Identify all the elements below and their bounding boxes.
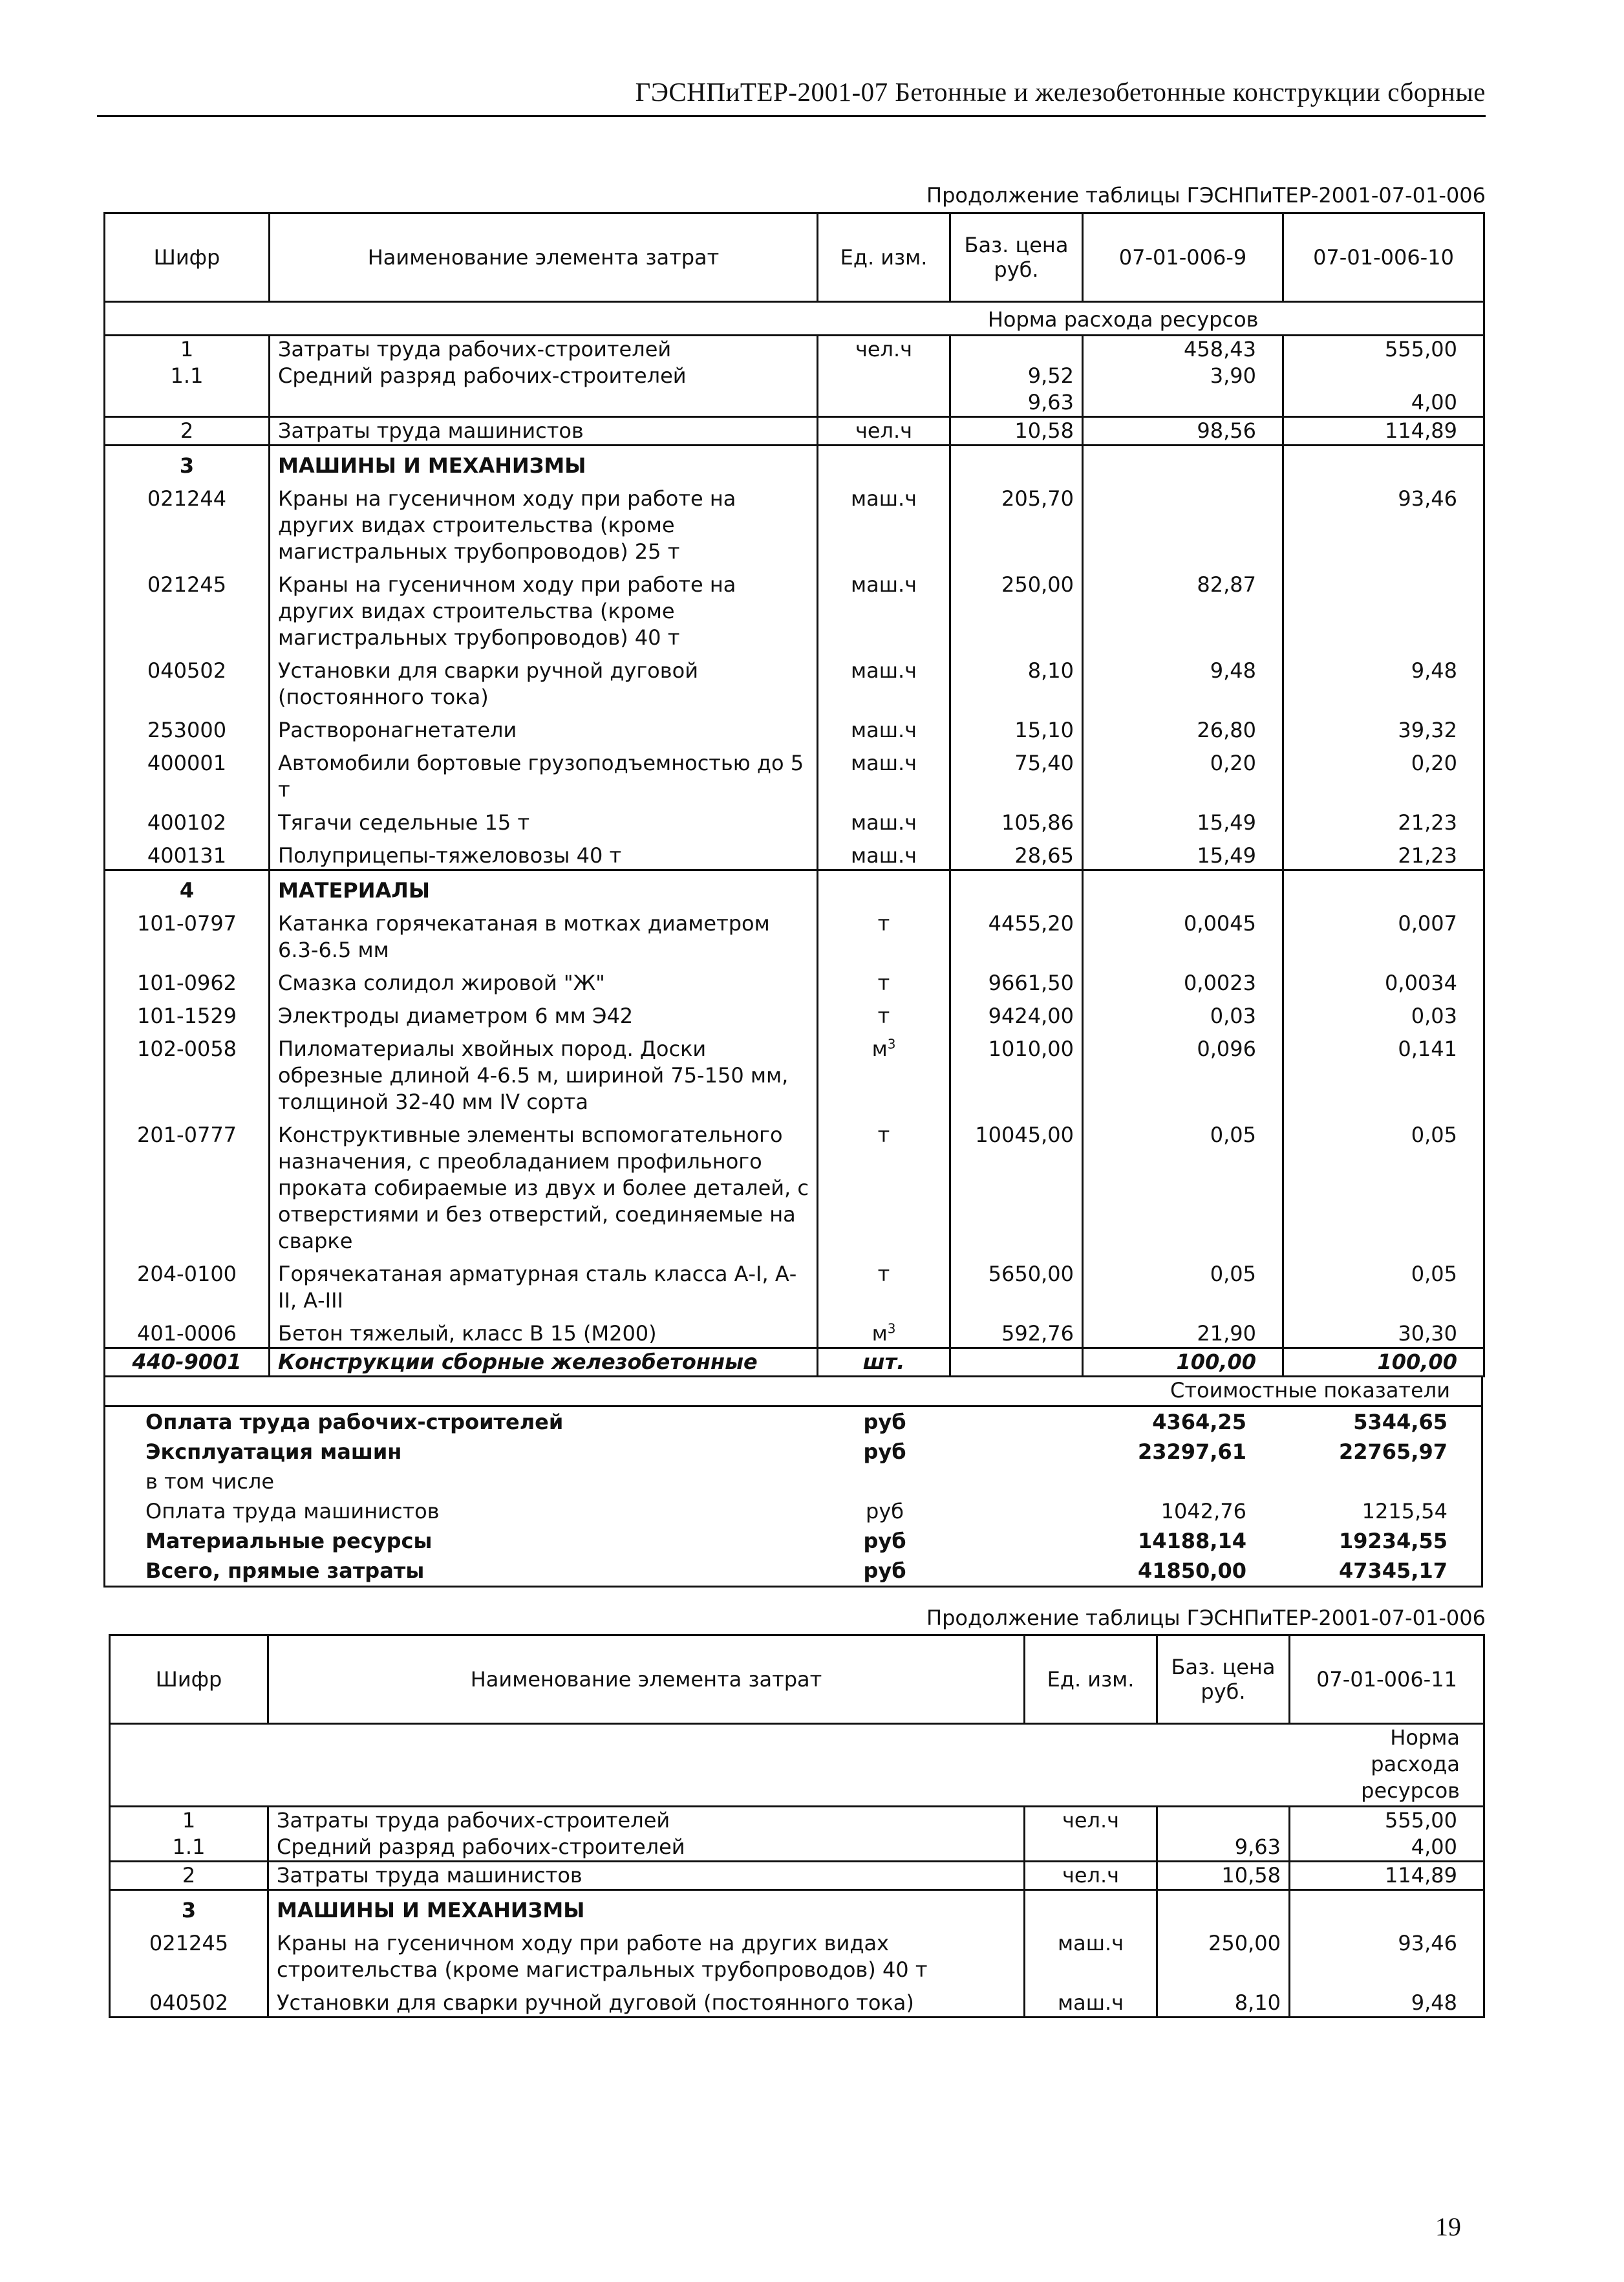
row-unit [818, 651, 950, 711]
row-price: 10,58 [950, 417, 1083, 446]
norm-label-row [105, 302, 1484, 336]
row-name: Конструктивные элементы вспомогательного назначения, с преобладанием профильного проката собираемые из двух и более деталей, с отверстиями и без отверстий, соединяемые на сварке [270, 1115, 818, 1254]
row-value-1: 15,49 [1083, 803, 1283, 836]
row-value-1: 93,46 [1290, 1924, 1484, 1983]
row-name: Средний разряд рабочих-строителей [268, 1834, 1025, 1862]
header-col-2: 07-01-006-10 [1283, 213, 1484, 302]
row-code: 400001 [105, 744, 270, 803]
row-code: 2 [105, 417, 270, 446]
row-name: Бетон тяжелый, класс В 15 (М200) [270, 1314, 818, 1348]
row-unit-text: м [871, 1321, 888, 1346]
row-value-2: 93,46 [1283, 479, 1484, 565]
table-row [105, 1115, 1484, 1254]
norm-label: Норма расхода ресурсов [1290, 1724, 1484, 1807]
row-name: Установки для сварки ручной дуговой (постоянного тока) [270, 651, 818, 711]
cost-row [105, 1437, 1481, 1467]
row-price: 10045,00 [950, 1115, 1083, 1254]
row-price [950, 1348, 1083, 1377]
table-row [105, 479, 1484, 565]
row-unit [818, 446, 950, 480]
row-unit: маш.ч [1025, 1983, 1157, 2018]
table-row [105, 1029, 1484, 1115]
table-row [110, 1890, 1484, 1924]
cost-value-2: 1215,54 [1362, 1499, 1448, 1523]
row-name: Краны на гусеничном ходу при работе на других видах строительства (кроме магистральных трубопроводов) 40 т [270, 565, 818, 651]
row-value-2 [1283, 446, 1484, 480]
row-unit [818, 904, 950, 963]
row-unit-text: т [877, 911, 890, 936]
cost-row [105, 1407, 1481, 1437]
row-code: 3 [105, 446, 270, 480]
row-unit [818, 1314, 950, 1348]
row-price: 5650,00 [950, 1254, 1083, 1314]
cost-value-2: 22765,97 [1338, 1439, 1448, 1464]
row-value-2 [1283, 870, 1484, 905]
row-unit-text: т [877, 1262, 890, 1286]
row-value-1: 0,05 [1083, 1115, 1283, 1254]
row-code: 253000 [105, 711, 270, 744]
row-unit-text: маш.ч [850, 572, 917, 597]
table1-header-row [105, 213, 1484, 302]
row-code: 021245 [110, 1924, 268, 1983]
header-name: Наименование элемента затрат [270, 213, 818, 302]
row-name: Затраты труда рабочих-строителей [270, 336, 818, 363]
cost-value-1: 14188,14 [1137, 1529, 1246, 1553]
row-value-2: 21,23 [1283, 803, 1484, 836]
cost-value-1: 4364,25 [1152, 1410, 1246, 1434]
row-value-2 [1283, 363, 1484, 389]
row-value-1: 9,48 [1083, 651, 1283, 711]
row-value-1: 0,0023 [1083, 963, 1283, 996]
table-row [105, 446, 1484, 480]
cost-label: Стоимостные показатели [105, 1375, 1481, 1407]
table-row [105, 1348, 1484, 1377]
row-name: Катанка горячекатаная в мотках диаметром 6.3-6.5 мм [270, 904, 818, 963]
row-code: 1 [110, 1807, 268, 1835]
row-price [950, 870, 1083, 905]
row-unit: чел.ч [1025, 1862, 1157, 1890]
row-value-1: 82,87 [1083, 565, 1283, 651]
cost-value-1: 1042,76 [1160, 1499, 1246, 1523]
unit-superscript: 3 [887, 1036, 896, 1052]
row-price: 1010,00 [950, 1029, 1083, 1115]
row-unit-text: чел.ч [855, 337, 913, 361]
row-unit [818, 963, 950, 996]
row-price: 9661,50 [950, 963, 1083, 996]
row-name: Тягачи седельные 15 т [270, 803, 818, 836]
table-row [105, 744, 1484, 803]
row-price: 250,00 [950, 565, 1083, 651]
unit-superscript: 3 [887, 1320, 896, 1337]
cost-value-2: 47345,17 [1338, 1558, 1448, 1583]
table-row [105, 389, 1484, 417]
row-name: Смазка солидол жировой "Ж" [270, 963, 818, 996]
row-price: 75,40 [950, 744, 1083, 803]
cost-unit: руб [863, 1558, 906, 1583]
table-row [105, 836, 1484, 870]
row-unit [1025, 1890, 1157, 1924]
table-row [110, 1924, 1484, 1983]
cost-value-2: 19234,55 [1338, 1529, 1448, 1553]
row-unit [818, 1115, 950, 1254]
row-code: 102-0058 [105, 1029, 270, 1115]
row-code: 401-0006 [105, 1314, 270, 1348]
row-value-2: 100,00 [1283, 1348, 1484, 1377]
row-name: Горячекатаная арматурная сталь класса А-I, А-II, А-III [270, 1254, 818, 1314]
row-unit-text: м [871, 1037, 888, 1061]
cost-name: Оплата труда рабочих-строителей [145, 1410, 564, 1434]
row-price: 9424,00 [950, 996, 1083, 1029]
row-unit [818, 744, 950, 803]
row-code: 101-0797 [105, 904, 270, 963]
row-code: 021244 [105, 479, 270, 565]
row-code: 400131 [105, 836, 270, 870]
row-code: 4 [105, 870, 270, 905]
norm-label-spacer [1283, 302, 1484, 336]
row-name: Пиломатериалы хвойных пород. Доски обрезные длиной 4-6.5 м, шириной 75-150 мм, толщиной 32-40 мм IV сорта [270, 1029, 818, 1115]
row-value-2: 0,0034 [1283, 963, 1484, 996]
row-name [270, 389, 818, 417]
row-value-2: 30,30 [1283, 1314, 1484, 1348]
table2-caption: Продолжение таблицы ГЭСНПиТЕР-2001-07-01-006 [926, 1606, 1486, 1630]
header-code: Шифр [105, 213, 270, 302]
row-code: 400102 [105, 803, 270, 836]
row-unit [818, 870, 950, 905]
row-price: 10,58 [1157, 1862, 1290, 1890]
row-value-2: 0,03 [1283, 996, 1484, 1029]
cost-section [103, 1375, 1483, 1588]
cost-row [105, 1496, 1481, 1526]
cost-row [105, 1467, 1481, 1496]
row-price: 205,70 [950, 479, 1083, 565]
row-unit-text: т [877, 1004, 890, 1028]
norm-label-row [110, 1724, 1484, 1807]
row-value-1 [1083, 389, 1283, 417]
row-unit [818, 389, 950, 417]
row-code: 201-0777 [105, 1115, 270, 1254]
row-price: 9,63 [1157, 1834, 1290, 1862]
row-value-2: 0,007 [1283, 904, 1484, 963]
row-value-1: 3,90 [1083, 363, 1283, 389]
row-name: Автомобили бортовые грузоподъемностью до 5 т [270, 744, 818, 803]
cost-unit: руб [866, 1499, 904, 1523]
row-unit [818, 336, 950, 363]
row-price: 28,65 [950, 836, 1083, 870]
cost-unit: руб [863, 1529, 906, 1553]
table-row [105, 996, 1484, 1029]
row-value-1: 555,00 [1290, 1807, 1484, 1835]
row-code: 1 [105, 336, 270, 363]
header-rule [97, 115, 1486, 117]
row-unit-text: маш.ч [850, 751, 917, 775]
row-value-2: 39,32 [1283, 711, 1484, 744]
running-header: ГЭСНПиТЕР-2001-07 Бетонные и железобетонные конструкции сборные [635, 77, 1486, 107]
table-row [110, 1807, 1484, 1835]
table-row [110, 1862, 1484, 1890]
cost-value-1: 41850,00 [1137, 1558, 1246, 1583]
header-name: Наименование элемента затрат [268, 1635, 1025, 1724]
row-name: МАТЕРИАЛЫ [270, 870, 818, 905]
cost-row [105, 1526, 1481, 1556]
row-code: 3 [110, 1890, 268, 1924]
row-unit [818, 803, 950, 836]
row-unit [1025, 1834, 1157, 1862]
row-unit [818, 479, 950, 565]
row-value-1 [1083, 870, 1283, 905]
row-name: Затраты труда машинистов [270, 417, 818, 446]
header-unit: Ед. изм. [818, 213, 950, 302]
cost-row [105, 1556, 1481, 1586]
row-code: 2 [110, 1862, 268, 1890]
table-row [105, 565, 1484, 651]
row-name: Затраты труда машинистов [268, 1862, 1025, 1890]
row-value-2: 0,20 [1283, 744, 1484, 803]
row-unit: чел.ч [1025, 1807, 1157, 1835]
row-value-1: 98,56 [1083, 417, 1283, 446]
row-name: Средний разряд рабочих-строителей [270, 363, 818, 389]
row-code: 1.1 [110, 1834, 268, 1862]
row-value-1: 21,90 [1083, 1314, 1283, 1348]
row-unit [818, 711, 950, 744]
table-row [105, 336, 1484, 363]
table-row [105, 651, 1484, 711]
row-price: 8,10 [950, 651, 1083, 711]
cost-value-1: 23297,61 [1137, 1439, 1246, 1464]
row-value-2: 21,23 [1283, 836, 1484, 870]
row-value-1 [1083, 479, 1283, 565]
table2-header-row [110, 1635, 1484, 1724]
row-price: 8,10 [1157, 1983, 1290, 2018]
row-code [105, 389, 270, 417]
row-name: МАШИНЫ И МЕХАНИЗМЫ [270, 446, 818, 480]
row-code: 204-0100 [105, 1254, 270, 1314]
row-price: 15,10 [950, 711, 1083, 744]
row-price [950, 336, 1083, 363]
row-unit [818, 996, 950, 1029]
row-name: Растворонагнетатели [270, 711, 818, 744]
row-unit-text: т [877, 1123, 890, 1147]
row-name: Затраты труда рабочих-строителей [268, 1807, 1025, 1835]
cost-unit: руб [863, 1410, 906, 1434]
row-value-1: 15,49 [1083, 836, 1283, 870]
cost-unit: руб [863, 1439, 906, 1464]
row-unit-text: шт. [862, 1350, 905, 1374]
row-value-1: 0,096 [1083, 1029, 1283, 1115]
row-code: 040502 [110, 1983, 268, 2018]
row-price [950, 446, 1083, 480]
header-col-1: 07-01-006-11 [1290, 1635, 1484, 1724]
table-row [105, 803, 1484, 836]
row-value-1: 0,0045 [1083, 904, 1283, 963]
resource-table-2 [109, 1634, 1485, 2018]
row-unit-text: чел.ч [855, 418, 913, 443]
row-price: 105,86 [950, 803, 1083, 836]
row-name: Краны на гусеничном ходу при работе на других видах строительства (кроме магистральных трубопроводов) 25 т [270, 479, 818, 565]
row-value-1 [1290, 1890, 1484, 1924]
row-price: 250,00 [1157, 1924, 1290, 1983]
row-unit [818, 1254, 950, 1314]
row-value-2: 114,89 [1283, 417, 1484, 446]
row-code: 101-0962 [105, 963, 270, 996]
cost-value-2: 5344,65 [1353, 1410, 1448, 1434]
row-price: 4455,20 [950, 904, 1083, 963]
row-name: Установки для сварки ручной дуговой (постоянного тока) [268, 1983, 1025, 2018]
row-value-2: 555,00 [1283, 336, 1484, 363]
table-row [105, 417, 1484, 446]
header-code: Шифр [110, 1635, 268, 1724]
row-unit-text: маш.ч [850, 718, 917, 742]
table1-caption: Продолжение таблицы ГЭСНПиТЕР-2001-07-01-006 [926, 183, 1486, 208]
cost-name: Эксплуатация машин [145, 1439, 402, 1464]
cost-name: Всего, прямые затраты [145, 1558, 425, 1583]
table-row [105, 870, 1484, 905]
cost-name: Оплата труда машинистов [145, 1499, 440, 1523]
row-value-1: 0,03 [1083, 996, 1283, 1029]
row-unit [818, 565, 950, 651]
row-name: МАШИНЫ И МЕХАНИЗМЫ [268, 1890, 1025, 1924]
row-code: 021245 [105, 565, 270, 651]
row-unit: маш.ч [1025, 1924, 1157, 1983]
row-value-1: 0,20 [1083, 744, 1283, 803]
row-price [1157, 1890, 1290, 1924]
row-value-2: 0,05 [1283, 1254, 1484, 1314]
header-price: Баз. цена руб. [1157, 1635, 1290, 1724]
row-name: Полуприцепы-тяжеловозы 40 т [270, 836, 818, 870]
row-value-2 [1283, 565, 1484, 651]
row-unit [818, 417, 950, 446]
row-value-2: 9,48 [1283, 651, 1484, 711]
norm-label: Норма расхода ресурсов [105, 302, 1283, 336]
table-row [110, 1983, 1484, 2018]
header-unit: Ед. изм. [1025, 1635, 1157, 1724]
table-row [105, 1254, 1484, 1314]
header-price: Баз. цена руб. [950, 213, 1083, 302]
row-unit [818, 836, 950, 870]
row-unit [818, 1029, 950, 1115]
row-unit-text: маш.ч [850, 486, 917, 511]
cost-name: Материальные ресурсы [145, 1529, 433, 1553]
row-name: Краны на гусеничном ходу при работе на других видах строительства (кроме магистральных трубопроводов) 40 т [268, 1924, 1025, 1983]
row-price: 592,76 [950, 1314, 1083, 1348]
row-value-1: 100,00 [1083, 1348, 1283, 1377]
row-name: Электроды диаметром 6 мм Э42 [270, 996, 818, 1029]
row-unit-text: маш.ч [850, 810, 917, 835]
row-code: 440-9001 [105, 1348, 270, 1377]
table-row [110, 1834, 1484, 1862]
row-value-2: 4,00 [1283, 389, 1484, 417]
row-value-2: 0,141 [1283, 1029, 1484, 1115]
row-value-1: 0,05 [1083, 1254, 1283, 1314]
header-col-1: 07-01-006-9 [1083, 213, 1283, 302]
row-value-1: 9,48 [1290, 1983, 1484, 2018]
table-row [105, 711, 1484, 744]
cost-name: в том числе [145, 1469, 274, 1494]
row-value-2: 0,05 [1283, 1115, 1484, 1254]
row-price: 9,52 [950, 363, 1083, 389]
page-number: 19 [1435, 2212, 1461, 2241]
table-row [105, 1314, 1484, 1348]
table-row [105, 963, 1484, 996]
row-value-1: 26,80 [1083, 711, 1283, 744]
row-unit-text: маш.ч [850, 843, 917, 868]
row-price [1157, 1807, 1290, 1835]
row-code: 040502 [105, 651, 270, 711]
resource-table-1 [103, 212, 1485, 1377]
row-value-1: 4,00 [1290, 1834, 1484, 1862]
row-price: 9,63 [950, 389, 1083, 417]
table-row [105, 904, 1484, 963]
row-code: 1.1 [105, 363, 270, 389]
row-unit [818, 1348, 950, 1377]
row-unit-text: т [877, 971, 890, 995]
row-name: Конструкции сборные железобетонные [270, 1348, 818, 1377]
row-unit-text: маш.ч [850, 658, 917, 683]
row-value-1 [1083, 446, 1283, 480]
row-unit [818, 363, 950, 389]
row-code: 101-1529 [105, 996, 270, 1029]
table-row [105, 363, 1484, 389]
row-value-1: 114,89 [1290, 1862, 1484, 1890]
row-value-1: 458,43 [1083, 336, 1283, 363]
